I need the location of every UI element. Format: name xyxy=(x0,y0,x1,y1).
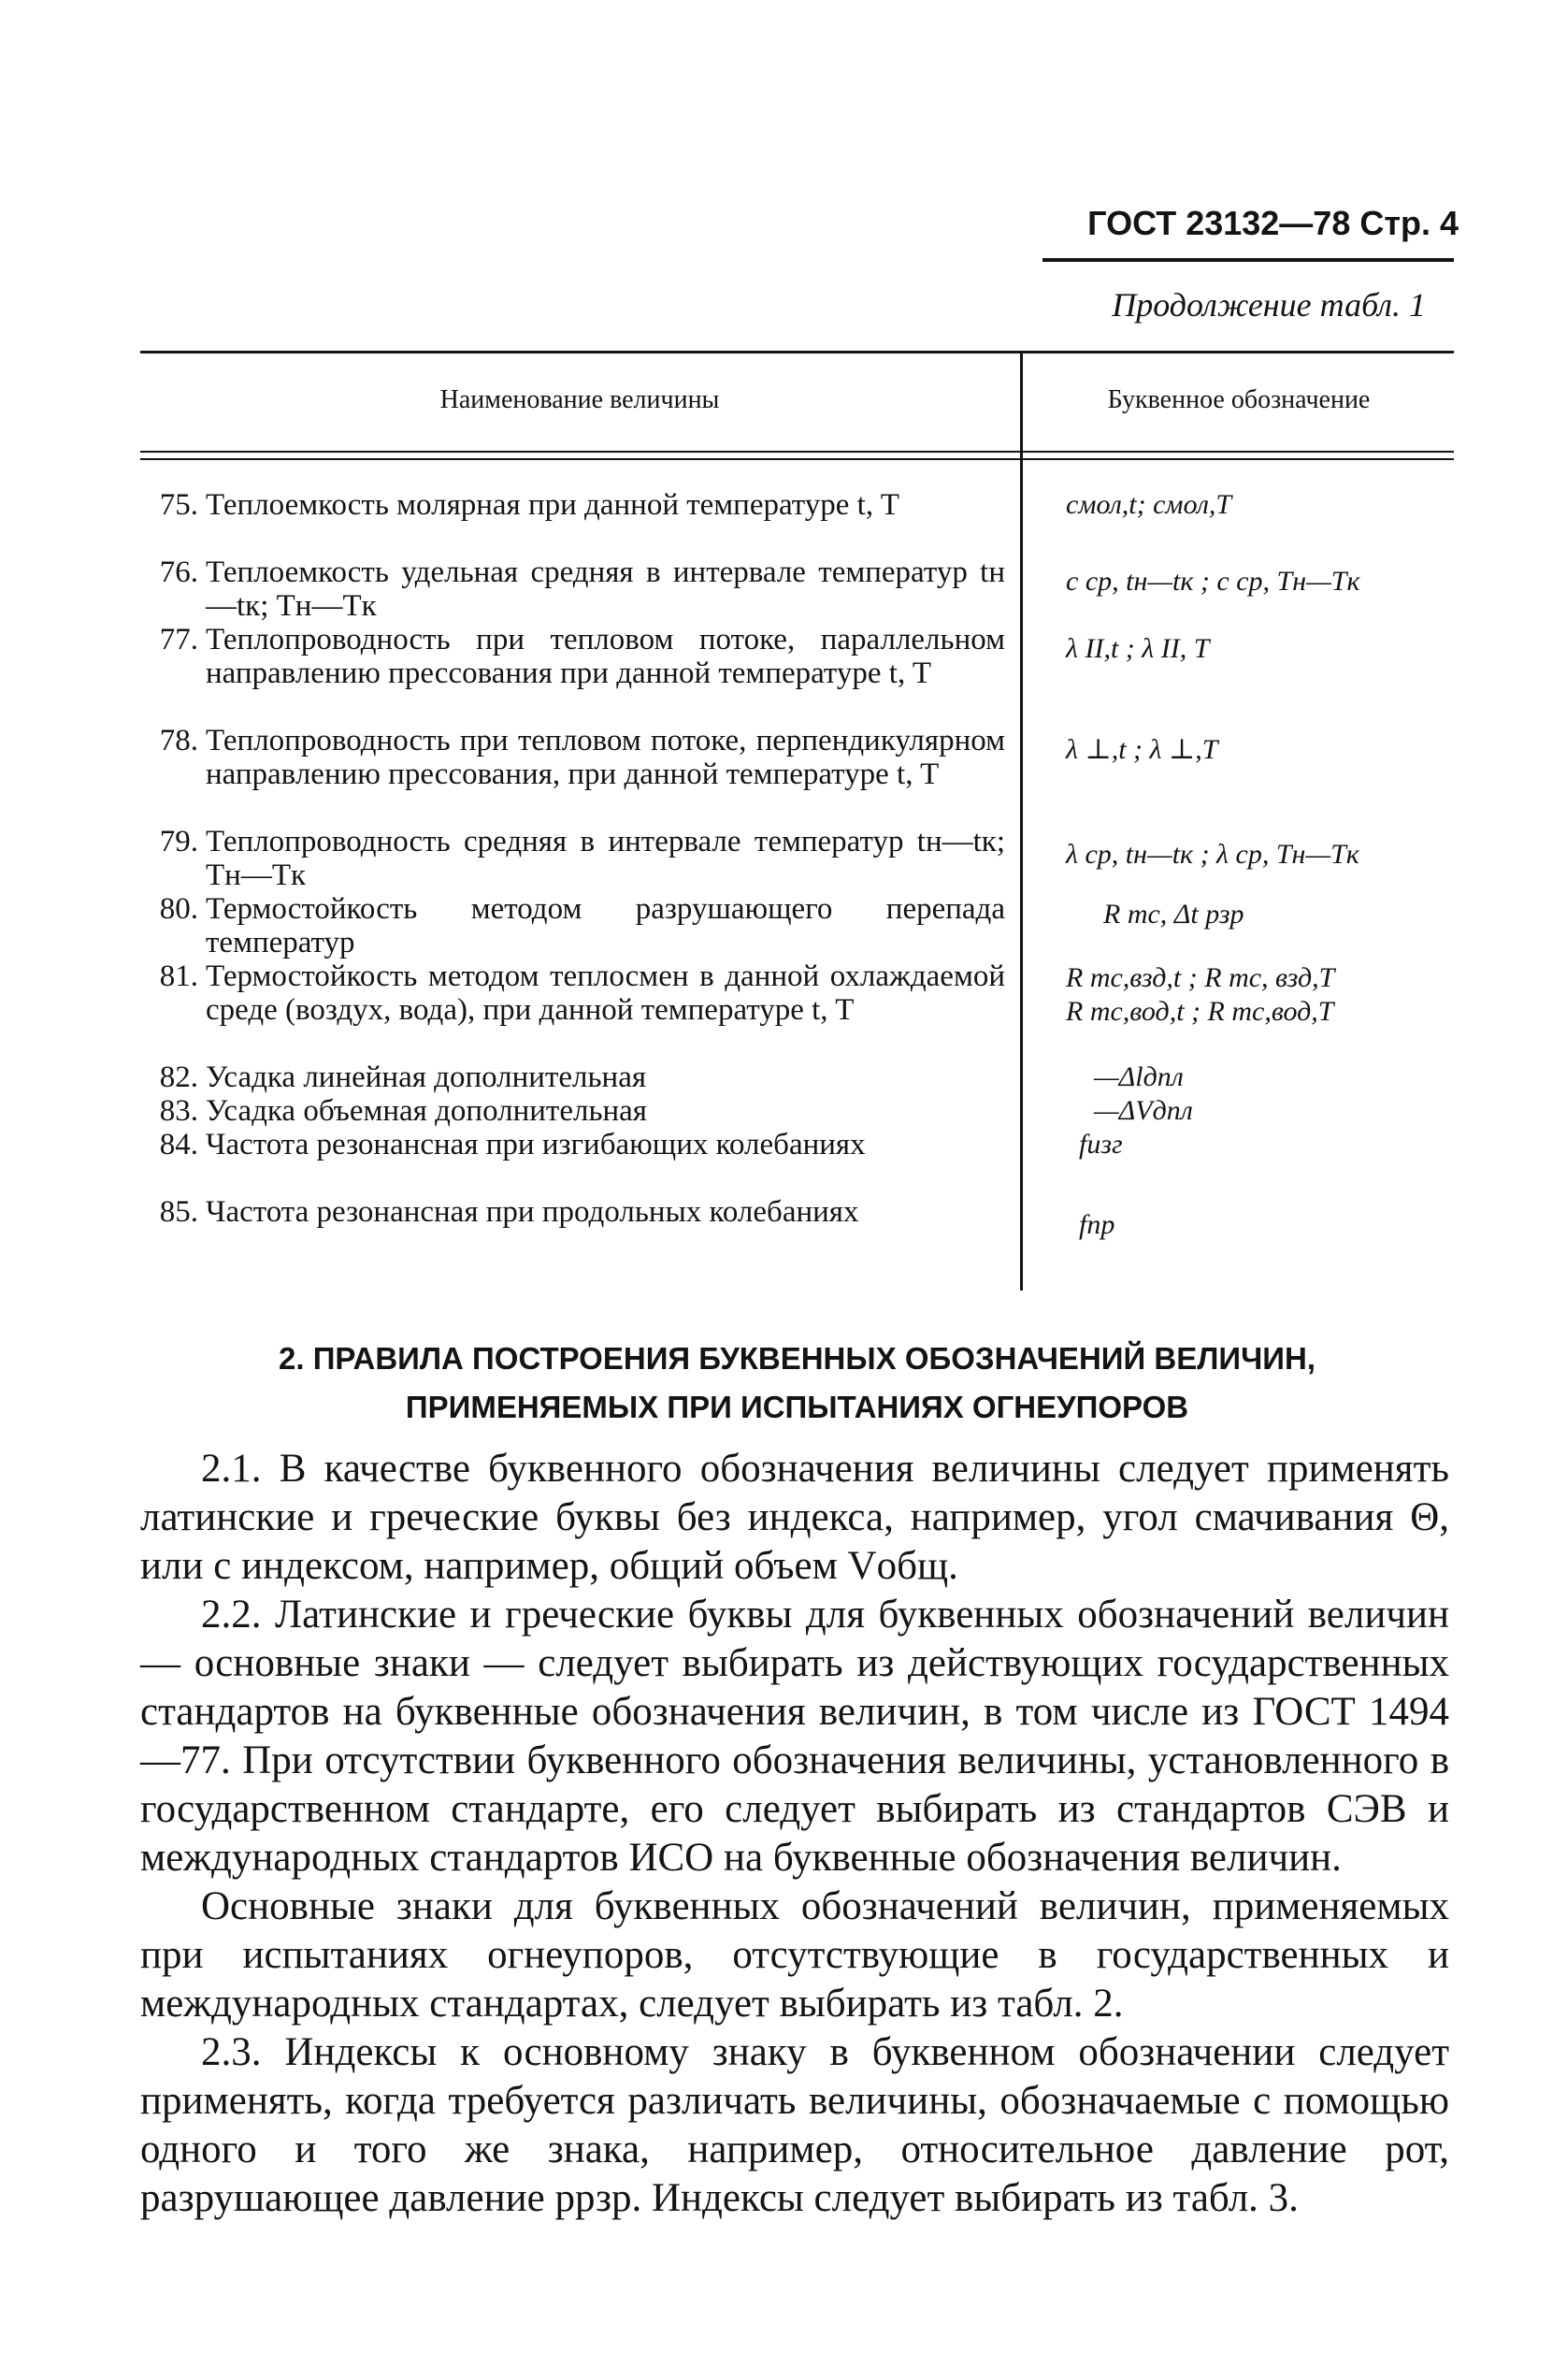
table-row xyxy=(140,488,1454,555)
row-symbol: cмол,t; cмол,T xyxy=(1066,489,1232,520)
table-row xyxy=(140,555,1454,623)
page-header: ГОСТ 23132—78 Стр. 4 xyxy=(1087,204,1459,242)
table-top-rule xyxy=(140,351,1454,353)
row-name: Теплопроводность средняя в интервале температур tн—tк; Tн—Tк xyxy=(206,825,1005,892)
table-body xyxy=(140,488,1454,1262)
header-double-rule-bottom xyxy=(140,458,1454,460)
row-number: 80. xyxy=(159,892,198,926)
row-symbol: —ΔVдпл xyxy=(1094,1095,1193,1126)
table-row xyxy=(140,724,1454,825)
row-number: 83. xyxy=(159,1094,198,1128)
row-number: 85. xyxy=(159,1195,198,1229)
table-row xyxy=(140,1060,1454,1094)
table-row xyxy=(140,1128,1454,1195)
row-symbol: R тс, Δt рзр xyxy=(1103,899,1244,930)
header-rule xyxy=(1042,258,1454,262)
table-row xyxy=(140,892,1454,959)
row-name: Теплоемкость удельная средняя в интервале температур tн—tк; Tн—Tк xyxy=(206,555,1005,623)
row-number: 75. xyxy=(159,488,198,522)
row-number: 82. xyxy=(159,1060,198,1094)
row-number: 77. xyxy=(159,623,198,656)
row-symbol: λ II,t ; λ II, T xyxy=(1066,633,1210,664)
row-number: 78. xyxy=(159,724,198,757)
paragraph-2-2-continued: Основные знаки для буквенных обозначений величин, применяемых при испытаниях огнеупоров, отсутствующие в государственных и международных стандартах, следует выбирать из табл. 2. xyxy=(140,1884,1449,2026)
row-number: 79. xyxy=(159,825,198,858)
row-symbol: fизг xyxy=(1079,1129,1123,1160)
row-symbol: λ ⊥,t ; λ ⊥,T xyxy=(1066,734,1218,765)
paragraph-2-1: 2.1. В качестве буквенного обозначения величины следует применять латинские и греческие буквы без индекса, например, угол смачивания Θ, или с индексом, например, общий объем Vобщ. xyxy=(140,1447,1449,1588)
row-number: 84. xyxy=(159,1128,198,1161)
column-header-symbol: Буквенное обозначение xyxy=(1107,385,1371,414)
row-name: Термостойкость методом разрушающего перепада температур xyxy=(206,892,1005,959)
row-name: Теплопроводность при тепловом потоке, перпендикулярном направлению прессования, при данной температуре t, T xyxy=(206,724,1005,791)
paragraph-2-2: 2.2. Латинские и греческие буквы для буквенных обозначений величин — основные знаки — следует выбирать из действующих государственных стандартов на буквенные обозначения величин, в том числе из ГОСТ 1494—77. При отсутствии буквенного обозначения величины, установленного в государственном стандарте, его следует выбирать из стандартов СЭВ и международных стандартов ИСО на буквенные обозначения величин. xyxy=(140,1593,1449,1880)
section-title: 2. ПРАВИЛА ПОСТРОЕНИЯ БУКВЕННЫХ ОБОЗНАЧЕНИЙ ВЕЛИЧИН, ПРИМЕНЯЕМЫХ ПРИ ИСПЫТАНИЯХ ОГНЕУПОРОВ xyxy=(279,1341,1315,1424)
row-symbol: c ср, tн—tк ; c ср, Tн—Tк xyxy=(1066,566,1360,597)
row-name: Термостойкость методом теплосмен в данной охлаждаемой среде (воздух, вода), при данной температуре t, T xyxy=(206,959,1005,1027)
paragraph-2-3: 2.3. Индексы к основному знаку в буквенном обозначении следует применять, когда требуется различать величины, обозначаемые с помощью одного и того же знака, например, относительное давление pот, разрушающее давление pрзр. Индексы следует выбирать из табл. 3. xyxy=(140,2030,1449,2220)
row-symbol: R тс,взд,t ; R тс, взд,T R тс,вод,t ; R тс,вод,T xyxy=(1066,962,1335,1027)
row-name: Частота резонансная при изгибающих колебаниях xyxy=(206,1128,866,1161)
row-number: 76. xyxy=(159,555,198,589)
section-body xyxy=(140,1445,1449,2223)
table-row xyxy=(140,1094,1454,1128)
row-name: Теплопроводность при тепловом потоке, параллельном направлению прессования при данной температуре t, T xyxy=(206,623,1005,690)
row-symbol: fпр xyxy=(1079,1209,1115,1240)
table-row xyxy=(140,623,1454,724)
row-name: Частота резонансная при продольных колебаниях xyxy=(206,1195,859,1229)
row-name: Усадка объемная дополнительная xyxy=(206,1094,647,1128)
row-symbol: —Δlдпл xyxy=(1094,1061,1184,1092)
header-double-rule-top xyxy=(140,451,1454,453)
table-row xyxy=(140,1195,1454,1262)
row-number: 81. xyxy=(159,959,198,993)
table-row xyxy=(140,825,1454,892)
row-name: Усадка линейная дополнительная xyxy=(206,1060,647,1094)
row-name: Теплоемкость молярная при данной температуре t, T xyxy=(206,488,899,522)
table-continuation-label: Продолжение табл. 1 xyxy=(1112,286,1426,324)
column-header-name: Наименование величины xyxy=(439,385,720,414)
row-symbol: λ ср, tн—tк ; λ ср, Tн—Tк xyxy=(1066,839,1359,870)
table-row xyxy=(140,959,1454,1060)
